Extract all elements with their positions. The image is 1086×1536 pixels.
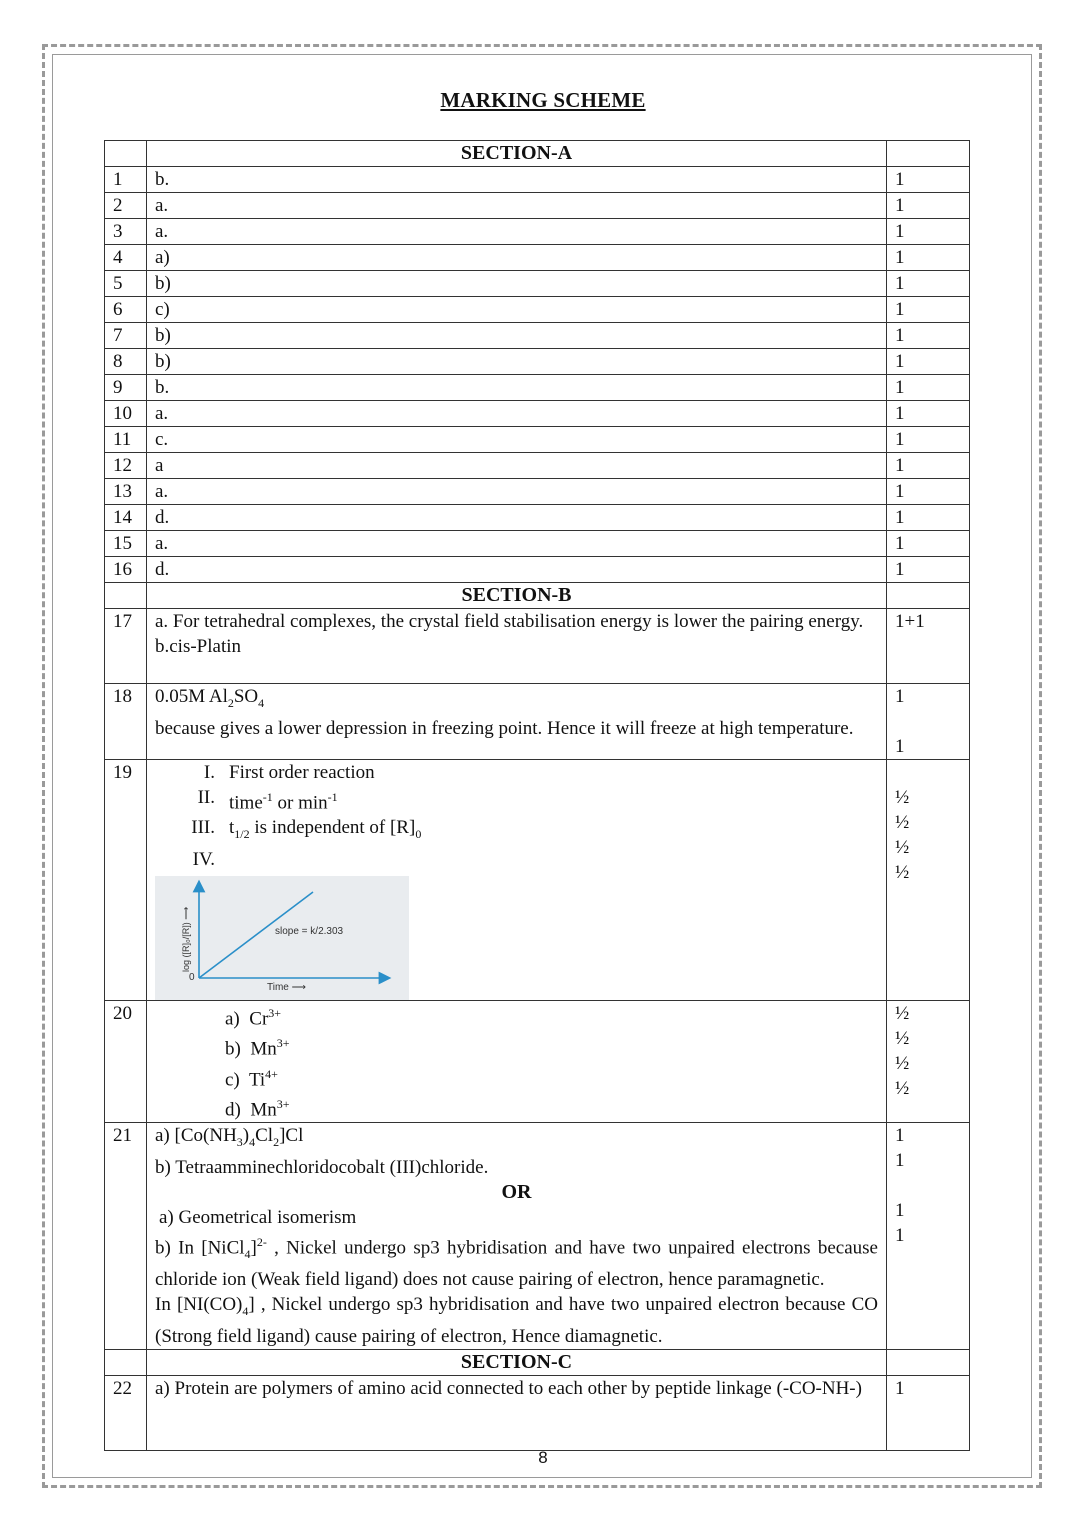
answer-cell: a.: [147, 531, 887, 557]
table-row: [105, 245, 970, 271]
table-row: [105, 323, 970, 349]
question-number: 13: [105, 479, 147, 505]
question-number: 12: [105, 453, 147, 479]
marks-19: ½ ½ ½ ½: [887, 760, 970, 1001]
question-number: 8: [105, 349, 147, 375]
question-number: 5: [105, 271, 147, 297]
answer-21-a: a) $[Co(NH_3)_4Cl_2]Cl$: [155, 1125, 304, 1150]
table-row: [105, 427, 970, 453]
table-row: [105, 401, 970, 427]
question-number: 7: [105, 323, 147, 349]
question-number: 2: [105, 193, 147, 219]
marks-cell: 1: [887, 401, 970, 427]
table-row: [105, 271, 970, 297]
question-22-row: [105, 1376, 970, 1451]
question-number: 10: [105, 401, 147, 427]
marks-cell: 1: [887, 193, 970, 219]
section-b-header-row: [105, 583, 970, 609]
answer-cell: b.: [147, 375, 887, 401]
answer-18-line1: 0.05M $Al_2SO_4$: [155, 686, 265, 710]
answer-cell: a: [147, 453, 887, 479]
answer-20: [147, 1001, 887, 1123]
table-row: [105, 453, 970, 479]
answer-21-b: b) Tetraamminechloridocobalt (III)chloride.: [155, 1157, 489, 1179]
answer-cell: a.: [147, 479, 887, 505]
section-c-heading: SECTION-C: [147, 1350, 887, 1376]
table-row: [105, 297, 970, 323]
answer-cell: a.: [147, 219, 887, 245]
section-a-header-row: [105, 141, 970, 167]
table-row: [105, 193, 970, 219]
marks-22: 1: [887, 1376, 970, 1451]
question-number: 16: [105, 557, 147, 583]
page-title: MARKING SCHEME: [440, 88, 646, 112]
answer-19-i: I. First order reaction: [203, 762, 375, 783]
marks-cell: 1: [887, 323, 970, 349]
marks-17: 1+1: [887, 609, 970, 684]
answer-cell: b): [147, 349, 887, 375]
marks-cell: 1: [887, 297, 970, 323]
origin-label: 0: [189, 972, 195, 984]
question-number: 9: [105, 375, 147, 401]
answer-cell: c.: [147, 427, 887, 453]
answer-19-ii: II. time$^{-1}$ or $\min^{-1}$: [197, 787, 338, 814]
first-order-graph: [155, 876, 409, 1000]
question-19-row: [105, 760, 970, 1001]
answer-18-line2: because gives a lower depression in freezing point. Hence it will freeze at high temperature.: [155, 717, 854, 739]
question-number: 21: [105, 1123, 147, 1350]
answer-20-d: d) $Mn^{3+}$: [225, 1097, 290, 1121]
table-row: [105, 479, 970, 505]
answer-cell: b): [147, 271, 887, 297]
answer-cell: d.: [147, 557, 887, 583]
question-number: 3: [105, 219, 147, 245]
answer-cell: d.: [147, 505, 887, 531]
section-b-heading: SECTION-B: [147, 583, 887, 609]
marks-cell: 1: [887, 505, 970, 531]
answer-19-iii: III. $t_{1/2}$ is independent of $[R]_0$: [191, 817, 422, 842]
marks-cell: 1: [887, 479, 970, 505]
table-row: [105, 505, 970, 531]
question-18-row: [105, 684, 970, 760]
or-divider: OR: [501, 1181, 532, 1204]
question-number: 20: [105, 1001, 147, 1123]
answer-21-alt-a: a) Geometrical isomerism: [159, 1207, 357, 1229]
y-axis-label: log ([R]₀/[R]) ⟶: [181, 906, 191, 973]
table-row: [105, 531, 970, 557]
answer-cell: b.: [147, 167, 887, 193]
marks-18: 1 1: [887, 684, 970, 760]
table-row: [105, 167, 970, 193]
question-number: 6: [105, 297, 147, 323]
answer-cell: b): [147, 323, 887, 349]
marks-cell: 1: [887, 453, 970, 479]
question-20-row: [105, 1001, 970, 1123]
table-row: [105, 375, 970, 401]
marks-cell: 1: [887, 531, 970, 557]
question-number: 1: [105, 167, 147, 193]
marks-cell: 1: [887, 375, 970, 401]
question-number: 19: [105, 760, 147, 1001]
table-row: [105, 557, 970, 583]
x-axis-label: Time ⟶: [267, 982, 306, 994]
answer-21-alt-b: b) In [NiCl$_4$]$^{2-}$ , Nickel undergo sp3 hybridisation and have two unpaired electrons because chloride ion (Weak field ligand) does not cause pairing of electron, hence paramagnetic.: [155, 1235, 878, 1291]
question-number: 14: [105, 505, 147, 531]
marks-cell: 1: [887, 427, 970, 453]
answer-20-b: b) $Mn^{3+}$: [225, 1036, 290, 1060]
table-row: [105, 219, 970, 245]
answer-17-a: a. For tetrahedral complexes, the crystal field stabilisation energy is lower the pairing energy.: [155, 611, 864, 632]
section-c-header-row: [105, 1350, 970, 1376]
table-row: [105, 349, 970, 375]
answer-17: [147, 609, 887, 684]
answer-cell: a): [147, 245, 887, 271]
marks-21: 1 1 1 1: [887, 1123, 970, 1350]
answer-cell: a.: [147, 193, 887, 219]
answer-cell: c): [147, 297, 887, 323]
marks-cell: 1: [887, 271, 970, 297]
answer-21: [147, 1123, 887, 1350]
page-number: 8: [538, 1448, 548, 1467]
marks-cell: 1: [887, 167, 970, 193]
answer-21-alt-c: In $[NI(CO)_4]$ , Nickel undergo sp3 hybridisation and have two unpaired electron because CO (Strong field ligand) cause pairing of electron, Hence diamagnetic.: [155, 1294, 878, 1348]
question-17-row: [105, 609, 970, 684]
marks-cell: 1: [887, 245, 970, 271]
marking-table: [104, 140, 970, 1451]
question-21-row: [105, 1123, 970, 1350]
answer-19: [147, 760, 887, 1001]
slope-label: slope = k/2.303: [275, 926, 344, 938]
answer-18: [147, 684, 887, 760]
graph-svg: [155, 876, 409, 1000]
question-number: 17: [105, 609, 147, 684]
question-number: 15: [105, 531, 147, 557]
question-number: 22: [105, 1376, 147, 1451]
marks-cell: 1: [887, 349, 970, 375]
answer-20-a: a) $Cr^{3+}$: [225, 1006, 282, 1030]
marks-cell: 1: [887, 557, 970, 583]
question-number: 11: [105, 427, 147, 453]
answer-20-c: c) $Ti^{4+}$: [225, 1066, 278, 1091]
marks-cell: 1: [887, 219, 970, 245]
marks-20: ½ ½ ½ ½: [887, 1001, 970, 1123]
question-number: 18: [105, 684, 147, 760]
answer-cell: a.: [147, 401, 887, 427]
section-a-heading: SECTION-A: [147, 141, 887, 167]
answer-22: a) Protein are polymers of amino acid connected to each other by peptide linkage (-CO-NH-): [147, 1376, 887, 1451]
answer-17-b: b.cis-Platin: [155, 636, 242, 657]
question-number: 4: [105, 245, 147, 271]
answer-19-iv: IV.: [192, 849, 215, 871]
